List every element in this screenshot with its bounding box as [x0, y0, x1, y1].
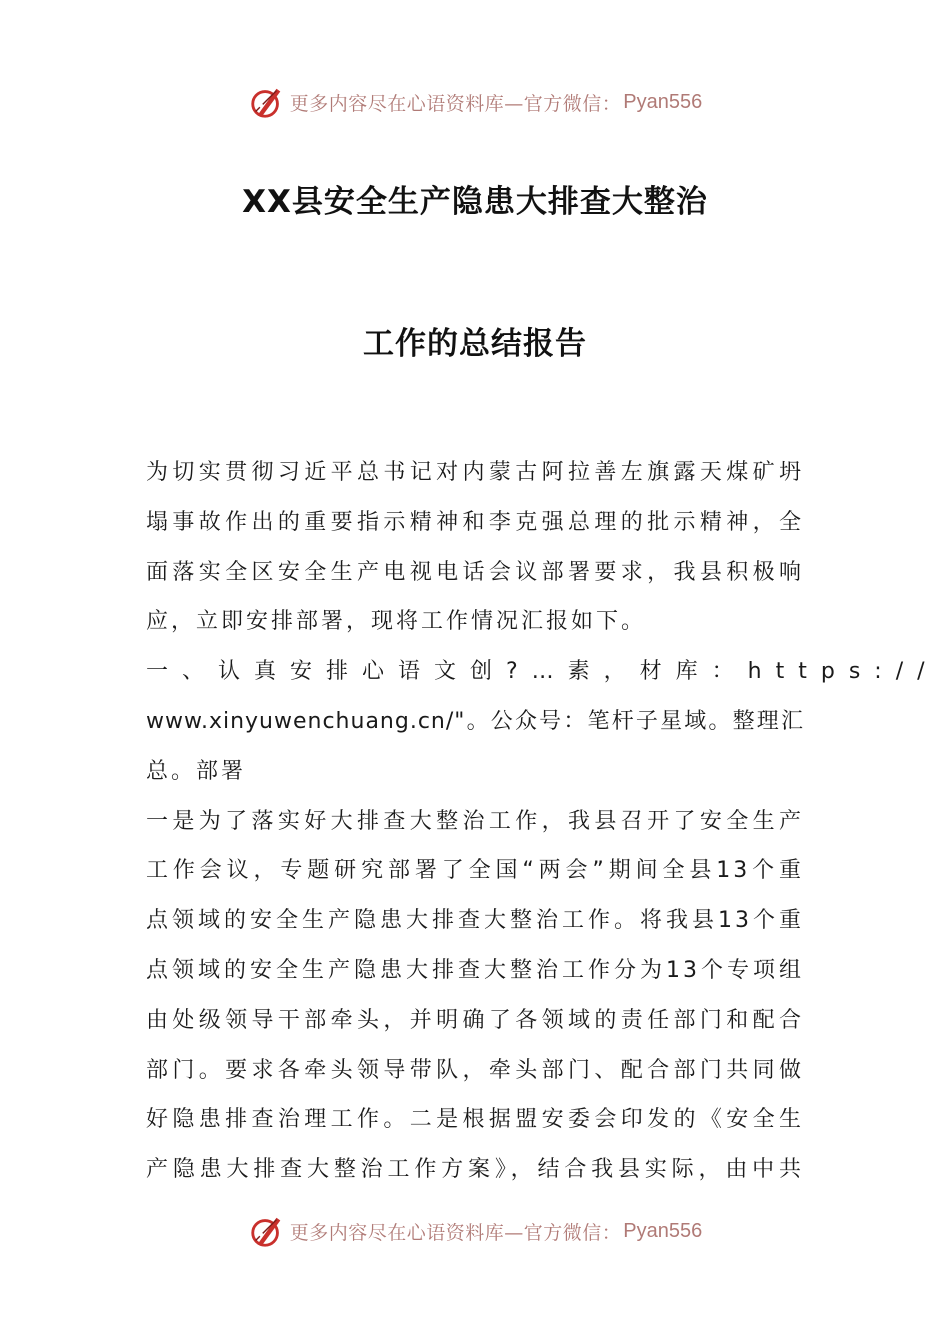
body-line-11: 点领域的安全生产隐患大排查大整治工作分为13个专项组: [146, 957, 804, 983]
body-line-10: 点领域的安全生产隐患大排查大整治工作。将我县13个重: [146, 908, 804, 934]
body-line-15: 产隐患大排查大整治工作方案》，结合我县实际，由中共: [146, 1157, 804, 1183]
body-line-8: 一是为了落实好大排查大整治工作，我县召开了安全生产: [146, 808, 804, 834]
body-line-13: 部门。要求各牵头领导带队，牵头部门、配合部门共同做: [146, 1057, 804, 1083]
header-watermark: [0, 80, 950, 124]
body-line-7: 总。部署: [146, 758, 247, 784]
body-line-12: 由处级领导干部牵头，并明确了各领域的责任部门和配合: [146, 1007, 804, 1033]
footer-watermark: [0, 1209, 950, 1253]
body-line-9: 工作会议，专题研究部署了全国“两会”期间全县13个重: [146, 858, 804, 884]
body-line-1: 为切实贯彻习近平总书记对内蒙古阿拉善左旗露天煤矿坍: [146, 460, 804, 485]
document-title-line-1: XX县安全生产隐患大排查大整治: [242, 184, 708, 220]
quill-logo-icon: [248, 83, 286, 121]
body-line-14: 好隐患排查治理工作。二是根据盟安委会印发的《安全生: [146, 1107, 804, 1133]
watermark-handle: Pyan556: [623, 90, 703, 113]
watermark-text: 更多内容尽在心语资料库—官方微信：: [289, 1221, 622, 1244]
document-body: [146, 448, 939, 1195]
quill-logo-icon: [248, 1212, 286, 1250]
body-line-2: 塌事故作出的重要指示精神和李克强总理的批示精神，全: [146, 509, 804, 535]
body-line-3: 面落实全区安全生产电视电话会议部署要求，我县积极响: [146, 559, 804, 585]
body-line-6: www.xinyuwenchuang.cn/"。公众号：笔杆子星域。整理汇: [146, 708, 804, 734]
watermark-text: 更多内容尽在心语资料库—官方微信：: [289, 92, 622, 115]
watermark-handle: Pyan556: [623, 1219, 703, 1242]
document-title-line-2: 工作的总结报告: [363, 326, 587, 362]
body-line-5: 一、认真安排心语文创?…素，材库：https://: [146, 659, 939, 685]
body-line-4: 应，立即安排部署，现将工作情况汇报如下。: [146, 609, 647, 635]
